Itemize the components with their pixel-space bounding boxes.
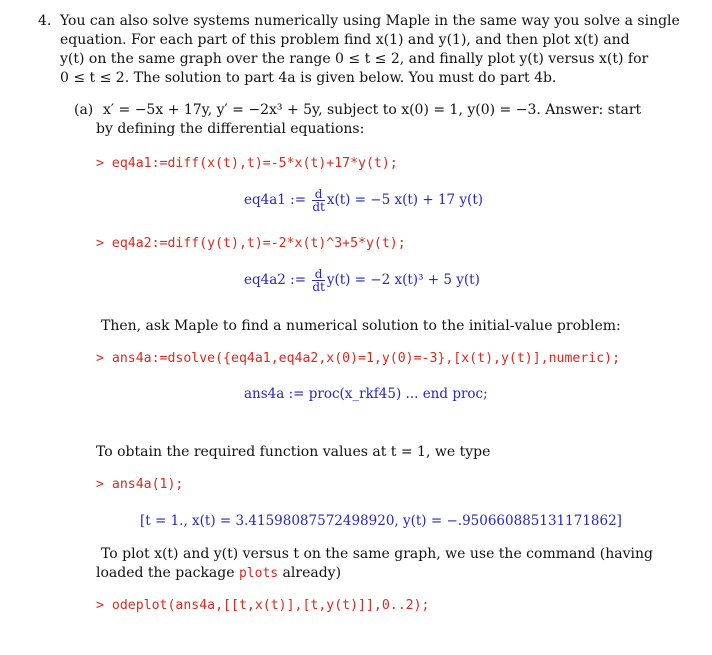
fraction-numerator: d [312, 188, 325, 201]
obtain-text: To obtain the required function values at t = 1, we type [96, 444, 491, 460]
maple-input-1[interactable] [96, 155, 398, 173]
plot-text-line-2 [96, 564, 341, 583]
maple-command-eq4a2: eq4a2:=diff(y(t),t)=-2*x(t)^3+5*y(t); [111, 236, 406, 251]
maple-output-eq4a1 [244, 188, 483, 213]
problem-text-line-4: 0 ≤ t ≤ 2. The solution to part 4a is given below. You must do part 4b. [60, 70, 557, 86]
part-a-statement-line-1: x′ = −5x + 17y, y′ = −2x³ + 5y, subject to x(0) = 1, y(0) = −3. Answer: start [103, 102, 642, 118]
plots-package-name: plots [238, 566, 279, 581]
maple-prompt: > [96, 236, 104, 251]
maple-output-eq4a2 [244, 268, 480, 293]
maple-prompt: > [96, 156, 104, 171]
maple-input-3[interactable] [96, 350, 620, 368]
output-rhs: y(t) = −2 x(t)³ + 5 y(t) [326, 272, 480, 288]
output-lhs: eq4a1 := [244, 192, 307, 208]
maple-prompt: > [96, 598, 104, 613]
then-text: Then, ask Maple to find a numerical solution to the initial-value problem: [101, 318, 621, 334]
maple-command-eq4a1: eq4a1:=diff(x(t),t)=-5*x(t)+17*y(t); [111, 156, 398, 171]
maple-input-2[interactable] [96, 235, 406, 253]
problem-text-line-3: y(t) on the same graph over the range 0 ≤ t ≤ 2, and finally plot y(t) versus x(t) for [60, 51, 649, 67]
maple-input-4[interactable] [96, 476, 183, 494]
maple-prompt: > [96, 351, 104, 366]
plot-text-suffix: already) [278, 565, 342, 581]
problem-text-line-2: equation. For each part of this problem find x(1) and y(1), and then plot x(t) and [60, 32, 630, 48]
fraction-numerator: d [312, 268, 325, 281]
part-a-statement-line-2: by defining the differential equations: [96, 121, 365, 137]
fraction-denominator: dt [312, 200, 325, 214]
derivative-fraction [312, 268, 325, 293]
output-rhs: x(t) = −5 x(t) + 17 y(t) [326, 192, 484, 208]
maple-prompt: > [96, 477, 104, 492]
plot-text-prefix: loaded the package [96, 565, 239, 581]
maple-output-values: [t = 1., x(t) = 3.41598087572498920, y(t) = −.950660885131171862] [140, 513, 622, 529]
fraction-denominator: dt [312, 280, 325, 294]
maple-command-dsolve: ans4a:=dsolve({eq4a1,eq4a2,x(0)=1,y(0)=-3},[x(t),y(t)],numeric); [111, 351, 621, 366]
maple-command-ans4a-1: ans4a(1); [111, 477, 184, 492]
part-a-label: (a) [74, 102, 94, 118]
maple-command-odeplot: odeplot(ans4a,[[t,x(t)],[t,y(t)]],0..2); [111, 598, 430, 613]
maple-input-5[interactable] [96, 597, 430, 615]
output-lhs: eq4a2 := [244, 272, 307, 288]
maple-output-dsolve: ans4a := proc(x_rkf45) ... end proc; [244, 386, 488, 402]
problem-text-line-1: You can also solve systems numerically using Maple in the same way you solve a single [60, 13, 680, 29]
problem-number: 4. [38, 13, 52, 29]
plot-text-line-1: To plot x(t) and y(t) versus t on the same graph, we use the command (having [101, 546, 653, 562]
derivative-fraction [312, 188, 325, 213]
